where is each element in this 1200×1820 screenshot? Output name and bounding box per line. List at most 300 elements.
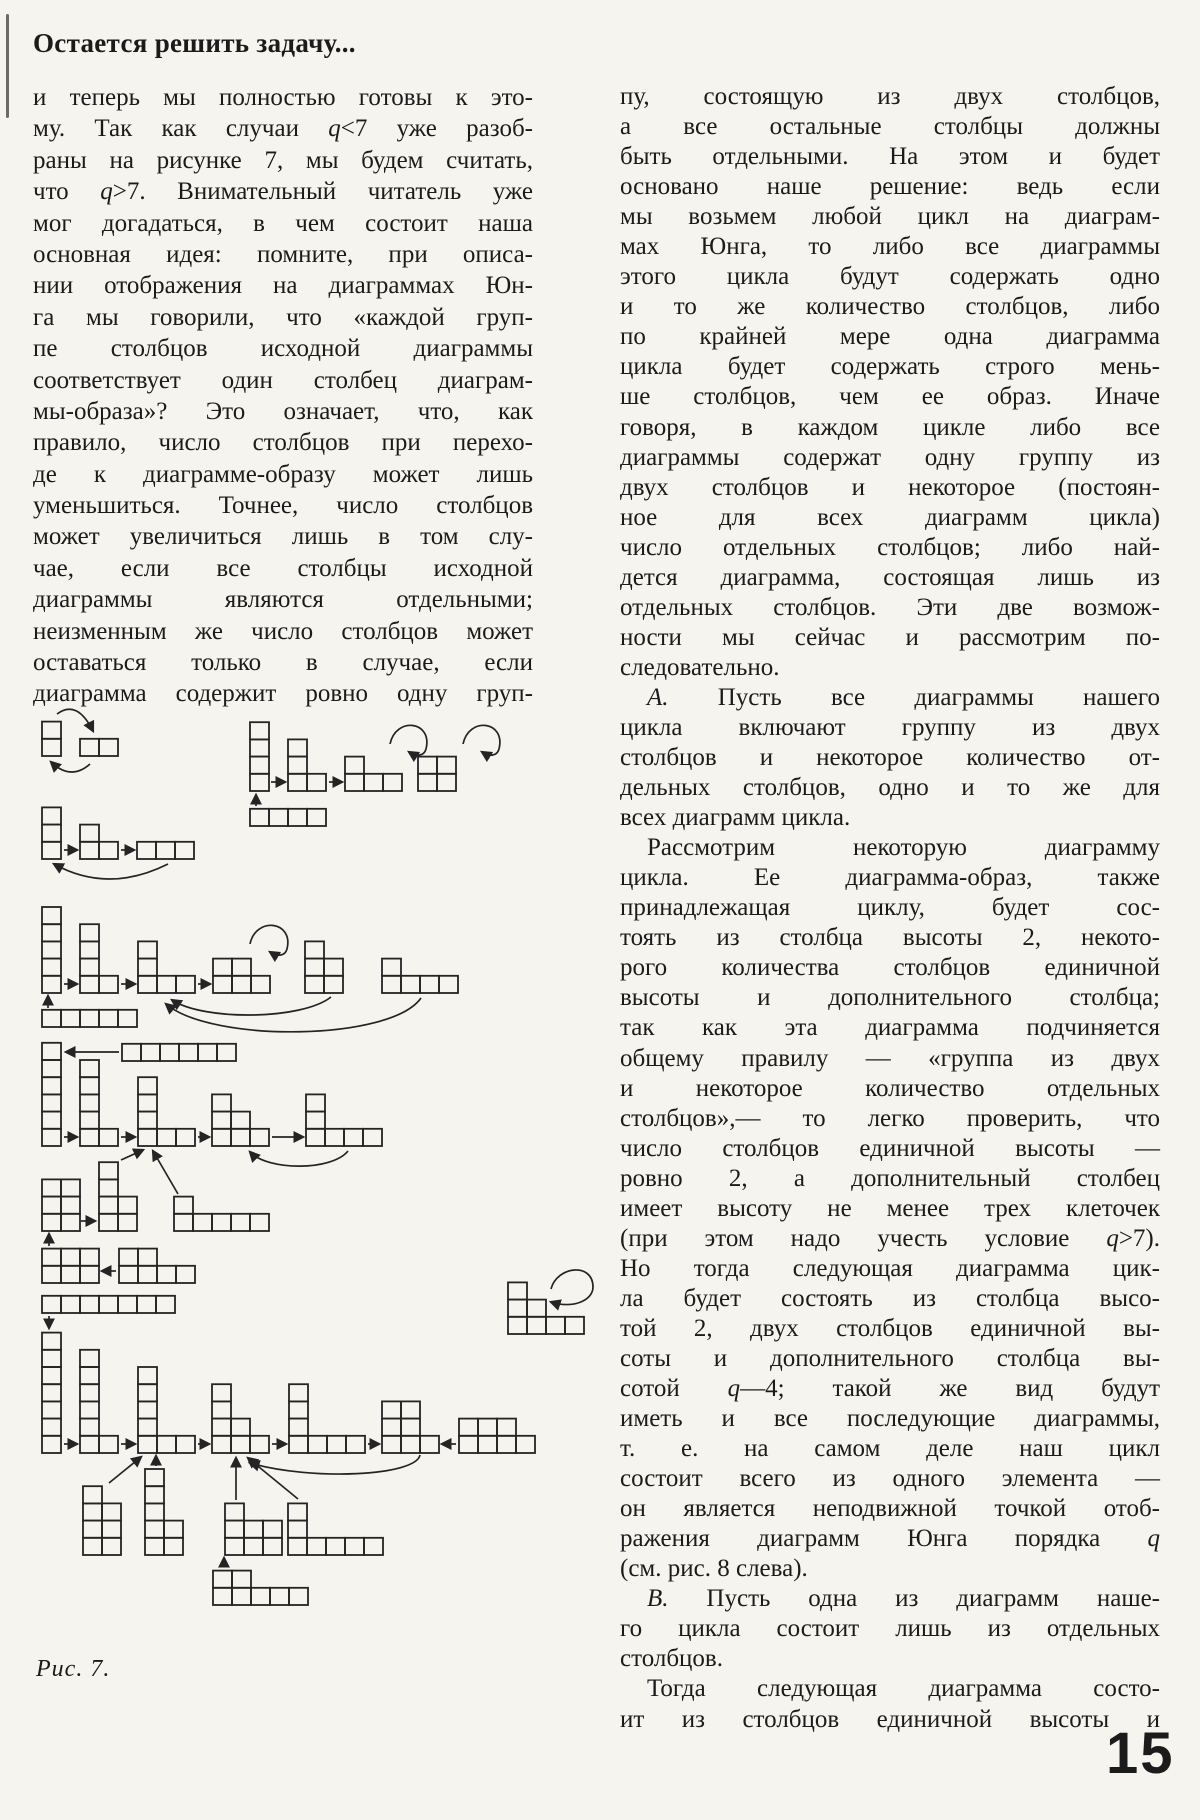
text-line: этого цикла будут содержать одно — [620, 263, 1160, 291]
diagram-cell — [232, 976, 251, 993]
mapping-arrow — [250, 1455, 420, 1474]
text-line: оставаться только в случае, если — [33, 649, 533, 677]
mapping-arrow — [172, 997, 331, 1015]
diagram-cell — [102, 1538, 121, 1555]
text-line: следовательно. — [620, 653, 780, 681]
diagram-cell — [83, 1538, 102, 1555]
diagram-cell — [232, 959, 251, 976]
diagram-cell — [42, 807, 61, 824]
diagram-cell — [99, 1129, 118, 1146]
diagram-cell — [80, 1401, 99, 1418]
diagram-cell — [345, 1538, 364, 1555]
diagram-cell — [497, 1419, 516, 1436]
young-diagram-q5-41 — [80, 924, 118, 993]
diagram-cell — [42, 1179, 61, 1196]
diagram-cell — [42, 1197, 61, 1214]
diagram-cell — [42, 924, 61, 941]
diagram-cell — [179, 1044, 198, 1061]
young-diagram-q5-32 — [305, 941, 343, 993]
diagram-cell — [383, 774, 402, 791]
diagram-cell — [42, 1367, 61, 1384]
diagram-cell — [138, 1249, 157, 1266]
diagram-cell — [288, 774, 307, 791]
young-diagram-q7-322 — [225, 1503, 282, 1555]
diagram-cell — [307, 809, 326, 826]
diagram-cell — [212, 1214, 231, 1231]
diagram-cell — [138, 1401, 157, 1418]
diagram-cell — [250, 1129, 269, 1146]
mapping-arrow — [551, 1270, 593, 1305]
diagram-cell — [83, 1521, 102, 1538]
diagram-cell — [459, 1436, 478, 1453]
diagram-cell — [459, 1419, 478, 1436]
diagram-cell — [99, 976, 118, 993]
young-diagram-q6-row — [122, 1044, 236, 1061]
mapping-arrow — [463, 725, 500, 755]
diagram-cell — [250, 1214, 269, 1231]
text-line: Тогда следующая диаграмма состо- — [647, 1675, 1160, 1703]
diagram-cell — [80, 1296, 99, 1313]
text-line: диаграммы содержат одну группу из — [620, 443, 1160, 471]
mapping-arrow — [390, 725, 427, 755]
text-line: диаграммы являются отдельными; — [33, 586, 533, 614]
text-line: состоит всего из одного элемента — — [620, 1465, 1160, 1493]
mapping-arrow — [54, 864, 168, 879]
diagram-cell — [42, 1384, 61, 1401]
diagram-cell — [250, 722, 269, 739]
text-line: высоты и дополнительного столбца; — [620, 984, 1160, 1012]
diagram-cell — [327, 1436, 346, 1453]
diagram-cell — [42, 1094, 61, 1111]
text-line: неизменным же число столбцов может — [33, 617, 533, 645]
diagram-cell — [305, 941, 324, 958]
text-line: принадлежащая циклу, будет сос- — [620, 894, 1160, 922]
diagram-cell — [80, 1060, 99, 1077]
diagram-cell — [42, 1333, 61, 1350]
text-line: В. Пусть одна из диаграмм наше- — [647, 1585, 1160, 1613]
text-line: дется диаграмма, состоящая лишь из — [620, 563, 1160, 591]
diagram-cell — [231, 1129, 250, 1146]
diagram-cell — [250, 757, 269, 774]
diagram-cell — [42, 1419, 61, 1436]
diagram-cell — [42, 976, 61, 993]
diagram-cell — [80, 1010, 99, 1027]
diagram-cell — [307, 1538, 326, 1555]
page-number: 15 — [1106, 1721, 1175, 1786]
diagram-cell — [289, 1436, 308, 1453]
text-line: дельных столбцов, одно и то же для — [620, 774, 1160, 802]
diagram-cell — [138, 1112, 157, 1129]
text-line: отдельных столбцов. Эти две возмож- — [620, 593, 1160, 621]
text-line: сотой q—4; такой же вид будут — [620, 1375, 1160, 1403]
young-diagram-q7-331 — [382, 1401, 439, 1453]
diagram-cell — [231, 1419, 250, 1436]
diagram-cell — [42, 1010, 61, 1027]
diagram-cell — [174, 1214, 193, 1231]
mapping-arrow — [121, 1150, 143, 1160]
diagram-cell — [508, 1317, 527, 1334]
text-line: го цикла состоит лишь из отдельных — [620, 1615, 1160, 1643]
young-diagram-q7-31111 — [288, 1503, 383, 1555]
text-line: всех диаграмм цикла. — [620, 804, 851, 832]
diagram-cell — [344, 1129, 363, 1146]
diagram-cell — [80, 842, 99, 859]
text-line: Но тогда следующая диаграмма цик- — [620, 1254, 1160, 1282]
diagram-cell — [225, 1538, 244, 1555]
diagram-cell — [508, 1282, 527, 1299]
diagram-cell — [306, 1094, 325, 1111]
diagram-cell — [145, 1503, 164, 1520]
young-diagram-q6-3111 — [306, 1094, 382, 1146]
diagram-cell — [289, 1419, 308, 1436]
text-line: той 2, двух столбцов единичной вы- — [620, 1314, 1160, 1342]
text-line: ровно 2, а дополнительный столбец — [620, 1164, 1160, 1192]
diagram-cell — [478, 1419, 497, 1436]
young-diagram-q6-42 — [99, 1162, 137, 1231]
text-line: раны на рисунке 7, мы будем считать, — [33, 146, 533, 174]
text-line: А. Пусть все диаграммы нашего — [647, 683, 1160, 711]
text-line: двух столбцов и некоторое (постоян- — [620, 473, 1160, 501]
text-line: столбцов»,— то легко проверить, что — [620, 1104, 1160, 1132]
diagram-cell — [118, 1010, 137, 1027]
diagram-cell — [263, 1538, 282, 1555]
text-line: ит из столбцов единичной высоты и — [620, 1705, 1160, 1733]
diagram-cell — [42, 1129, 61, 1146]
diagram-cell — [244, 1538, 263, 1555]
mapping-arrow — [250, 925, 288, 955]
diagram-cell — [119, 1266, 138, 1283]
diagram-cell — [213, 959, 232, 976]
diagram-cell — [251, 1588, 270, 1605]
diagram-cell — [382, 1436, 401, 1453]
diagram-cell — [382, 1419, 401, 1436]
diagram-cell — [80, 976, 99, 993]
diagram-cell — [401, 1436, 420, 1453]
text-line: мах Юнга, то либо все диаграммы — [620, 233, 1160, 261]
diagram-cell — [99, 1214, 118, 1231]
diagram-cell — [364, 774, 383, 791]
diagram-cell — [225, 1503, 244, 1520]
diagram-cell — [478, 1436, 497, 1453]
diagram-cell — [324, 959, 343, 976]
diagram-cell — [99, 1296, 118, 1313]
diagram-cell — [80, 825, 99, 842]
text-line: по крайней мере одна диаграмма — [620, 323, 1160, 351]
diagram-cell — [250, 1436, 269, 1453]
diagram-cell — [231, 1112, 250, 1129]
young-diagram-q6-33 — [42, 1179, 80, 1231]
text-line: иметь и все последующие диаграммы, — [620, 1405, 1160, 1433]
figure-caption: Рис. 7. — [36, 1656, 111, 1682]
diagram-cell — [176, 1266, 195, 1283]
diagram-cell — [42, 941, 61, 958]
young-diagram-q4-211 — [345, 757, 402, 791]
diagram-cell — [42, 959, 61, 976]
diagram-cell — [418, 757, 437, 774]
young-diagram-q3-row — [137, 842, 194, 859]
diagram-cell — [174, 1197, 193, 1214]
text-line: общему правилу — «группа из двух — [620, 1044, 1160, 1072]
diagram-cell — [213, 1571, 232, 1588]
diagram-cell — [80, 941, 99, 958]
diagram-cell — [157, 976, 176, 993]
diagram-cell — [401, 1401, 420, 1418]
diagram-cell — [497, 1436, 516, 1453]
diagram-cell — [42, 1296, 61, 1313]
diagram-cell — [42, 1060, 61, 1077]
diagram-cell — [212, 1419, 231, 1436]
diagram-cell — [212, 1384, 231, 1401]
diagram-cell — [160, 1044, 179, 1061]
text-line: что q>7. Внимательный читатель уже — [33, 178, 533, 206]
diagram-cell — [157, 1266, 176, 1283]
diagram-cell — [345, 757, 364, 774]
text-line: га мы говорили, что «каждой груп- — [33, 303, 533, 331]
young-diagram-q5-row — [42, 1010, 137, 1027]
diagram-cell — [99, 739, 118, 756]
diagram-cell — [157, 1436, 176, 1453]
diagram-cell — [119, 1249, 138, 1266]
diagram-cell — [250, 809, 269, 826]
young-diagram-q7-4111 — [289, 1384, 365, 1453]
text-line: соответствует один столбец диаграм- — [33, 366, 533, 394]
text-line: цикла включают группу из двух — [620, 713, 1160, 741]
diagram-cell — [307, 774, 326, 791]
diagram-cell — [138, 1129, 157, 1146]
mapping-arrow — [51, 762, 90, 772]
diagram-cell — [306, 1112, 325, 1129]
text-line: ла будет состоять из столбца высо- — [620, 1284, 1160, 1312]
text-line: (при этом надо учесть условие q>7). — [620, 1224, 1160, 1252]
diagram-cell — [137, 842, 156, 859]
text-line: может увеличиться лишь в том слу- — [33, 523, 533, 551]
diagram-cell — [138, 1384, 157, 1401]
diagram-cell — [565, 1317, 584, 1334]
young-diagram-q7-column — [42, 1333, 61, 1453]
diagram-cell — [250, 774, 269, 791]
text-line: а все остальные столбцы должны — [620, 113, 1160, 141]
mapping-arrow — [109, 1457, 141, 1483]
diagram-cell — [270, 1588, 289, 1605]
diagram-cell — [175, 842, 194, 859]
diagram-cell — [42, 1214, 61, 1231]
text-line: цикла. Ее диаграмма-образ, также — [620, 864, 1160, 892]
diagram-cell — [102, 1521, 121, 1538]
text-line: быть отдельными. На этом и будет — [620, 143, 1160, 171]
diagram-cell — [42, 1436, 61, 1453]
diagram-cell — [439, 976, 458, 993]
text-line: му. Так как случаи q<7 уже разоб- — [33, 115, 533, 143]
young-diagram-q7-22111 — [213, 1571, 308, 1605]
diagram-cell — [232, 1588, 251, 1605]
young-diagram-q4-31 — [288, 739, 326, 791]
text-line: мы-образа»? Это означает, что, как — [33, 397, 533, 425]
diagram-cell — [250, 739, 269, 756]
diagram-cell — [325, 1129, 344, 1146]
mapping-arrow — [166, 998, 421, 1032]
text-line: пу, состоящую из двух столбцов, — [620, 83, 1160, 110]
diagram-cell — [212, 1436, 231, 1453]
young-diagram-q5-column — [42, 907, 61, 993]
diagram-cell — [99, 1197, 118, 1214]
diagram-cell — [145, 1469, 164, 1486]
text-line: диаграмма содержит ровно одну груп- — [33, 680, 533, 708]
diagram-cell — [382, 959, 401, 976]
young-diagram-q6-222 — [42, 1249, 99, 1283]
text-line: де к диаграмме-образу может лишь — [33, 460, 533, 488]
diagram-cell — [99, 1162, 118, 1179]
text-line: и некоторое количество отдельных — [620, 1074, 1160, 1102]
diagram-cell — [42, 907, 61, 924]
text-line: основная идея: помните, при описа- — [33, 240, 533, 268]
mapping-arrow — [57, 709, 93, 731]
diagram-cell — [546, 1317, 565, 1334]
diagram-cell — [80, 1112, 99, 1129]
young-diagram-q3-column — [42, 807, 61, 859]
text-line: пе столбцов исходной диаграммы — [33, 335, 533, 363]
diagram-cell — [164, 1521, 183, 1538]
diagram-cell — [308, 1436, 327, 1453]
diagram-cell — [137, 1296, 156, 1313]
diagram-cell — [138, 959, 157, 976]
young-diagram-q7-2221 — [459, 1419, 535, 1453]
text-line: столбцов и некоторое количество от- — [620, 744, 1160, 772]
text-line: имеет высоту не менее трех клеточек — [620, 1194, 1160, 1222]
diagram-cell — [244, 1521, 263, 1538]
diagram-cell — [418, 774, 437, 791]
right-text-column — [620, 82, 1160, 1735]
diagram-cell — [80, 1419, 99, 1436]
diagram-cell — [42, 825, 61, 842]
diagram-cell — [289, 1401, 308, 1418]
diagram-cell — [42, 1043, 61, 1060]
young-diagram-q2-row — [80, 739, 118, 756]
young-diagram-q5-221 — [213, 959, 270, 993]
text-line: он является неподвижной точкой отоб- — [620, 1495, 1160, 1523]
young-diagram-q2-column — [42, 722, 61, 756]
text-line: нии отображения на диаграммах Юн- — [33, 272, 533, 300]
text-line: число столбцов единичной высоты — — [620, 1134, 1160, 1162]
diagram-cell — [80, 1077, 99, 1094]
left-text-column — [33, 82, 533, 710]
diagram-cell — [61, 1214, 80, 1231]
diagram-cell — [263, 1521, 282, 1538]
mapping-arrow — [250, 1151, 348, 1166]
diagram-cell — [269, 809, 288, 826]
diagram-cell — [80, 1367, 99, 1384]
diagram-cell — [99, 1010, 118, 1027]
diagram-cell — [138, 1094, 157, 1111]
diagram-cell — [231, 1214, 250, 1231]
diagram-cell — [61, 1296, 80, 1313]
diagram-cell — [212, 1401, 231, 1418]
text-line: уменьшиться. Точнее, число столбцов — [33, 492, 533, 520]
diagram-cell — [122, 1044, 141, 1061]
young-diagram-q6-411 — [138, 1077, 195, 1146]
diagram-cell — [516, 1436, 535, 1453]
diagram-cell — [176, 1129, 195, 1146]
diagram-cell — [157, 1129, 176, 1146]
mapping-arrow — [153, 1151, 178, 1194]
young-diagram-q4-column — [250, 722, 269, 791]
diagram-cell — [42, 739, 61, 756]
diagram-cell — [420, 1436, 439, 1453]
diagram-cell — [61, 1010, 80, 1027]
diagram-cell — [42, 842, 61, 859]
text-line: тоять из столбца высоты 2, некото- — [620, 924, 1160, 952]
text-line: Рассмотрим некоторую диаграмму — [647, 834, 1160, 862]
text-line: ное для всех диаграмм цикла) — [620, 503, 1160, 531]
diagram-cell — [42, 1249, 61, 1266]
diagram-cell — [251, 976, 270, 993]
young-diagram-q6-51 — [80, 1060, 118, 1146]
text-line: мы возьмем любой цикл на диаграм- — [620, 203, 1160, 231]
text-line: (см. рис. 8 слева). — [620, 1555, 808, 1583]
diagram-cell — [118, 1296, 137, 1313]
diagram-cell — [138, 1436, 157, 1453]
section-heading: Остается решить задачу... — [33, 28, 356, 58]
young-diagram-q6-21111 — [174, 1197, 269, 1231]
text-line: ражения диаграмм Юнга порядка q — [620, 1525, 1160, 1553]
diagram-cell — [345, 774, 364, 791]
young-diagram-q5-311 — [138, 941, 195, 993]
diagram-cell — [401, 1419, 420, 1436]
diagram-cell — [213, 1588, 232, 1605]
diagram-cell — [80, 1350, 99, 1367]
diagram-cell — [231, 1436, 250, 1453]
text-line: правило, число столбцов при перехо- — [33, 429, 533, 457]
diagram-cell — [80, 1384, 99, 1401]
diagram-cell — [42, 1266, 61, 1283]
text-line: и теперь мы полностью готовы к это- — [33, 84, 533, 111]
diagram-cell — [364, 1538, 383, 1555]
diagram-cell — [80, 1094, 99, 1111]
diagram-cell — [61, 1249, 80, 1266]
text-line: рого количества столбцов единичной — [620, 954, 1160, 982]
diagram-cell — [420, 976, 439, 993]
diagram-cell — [80, 1266, 99, 1283]
text-line: чае, если все столбцы исходной — [33, 554, 533, 582]
diagram-cell — [145, 1521, 164, 1538]
diagram-cell — [145, 1486, 164, 1503]
diagram-cell — [288, 809, 307, 826]
diagram-cell — [99, 1179, 118, 1196]
text-line: число отдельных столбцов; либо най- — [620, 533, 1160, 561]
diagram-cell — [138, 941, 157, 958]
diagram-cell — [212, 1129, 231, 1146]
diagram-cell — [288, 1521, 307, 1538]
diagram-cell — [508, 1300, 527, 1317]
text-line: мог догадаться, в чем состоит наша — [33, 209, 533, 237]
diagram-cell — [193, 1214, 212, 1231]
diagram-cell — [80, 1249, 99, 1266]
diagram-cell — [138, 1419, 157, 1436]
diagram-cell — [288, 1538, 307, 1555]
diagram-cell — [527, 1300, 546, 1317]
diagram-cell — [99, 1436, 118, 1453]
text-line: ности мы сейчас и рассмотрим по- — [620, 623, 1160, 651]
diagram-cell — [212, 1112, 231, 1129]
diagram-cell — [437, 774, 456, 791]
diagram-cell — [289, 1384, 308, 1401]
young-diagram-q7-61 — [80, 1350, 118, 1453]
text-line: т. е. на самом деле наш цикл — [620, 1435, 1160, 1463]
diagram-cell — [288, 1503, 307, 1520]
diagram-cell — [382, 1401, 401, 1418]
young-diagram-q6-2211 — [119, 1249, 195, 1283]
diagram-cell — [80, 924, 99, 941]
diagram-cell — [213, 976, 232, 993]
